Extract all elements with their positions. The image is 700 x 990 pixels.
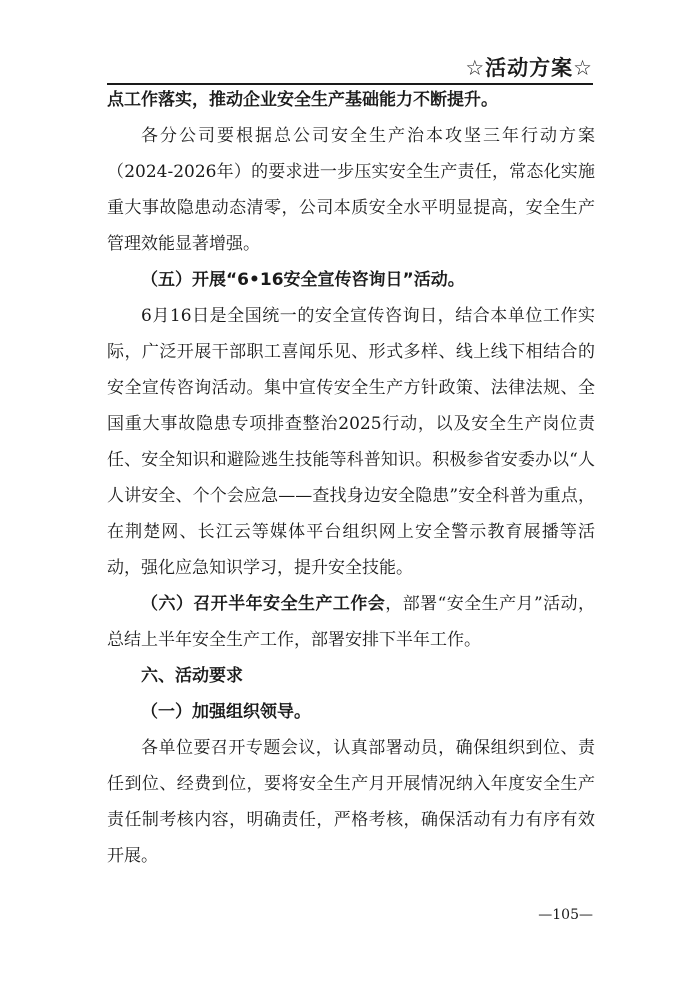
chapter-heading-requirements: 六、活动要求 [141, 666, 243, 686]
section-heading-six-sub: （六）召开半年安全生产工作会 [141, 594, 386, 614]
paragraph-branch-requirements: 各分公司要根据总公司安全生产治本攻坚三年行动方案（2024-2026年）的要求进一步压实安全生产责任，常态化实施重大事故隐患动态清零，公司本质安全水平明显提高，安全生产管理效能显著增强。 [107, 126, 595, 254]
paragraph-organization: 各单位要召开专题会议，认真部署动员，确保组织到位、责任到位、经费到位，要将安全生产月开展情况纳入年度安全生产责任制考核内容，明确责任，严格考核，确保活动有力有序有效开展。 [107, 738, 595, 866]
continued-paragraph: 点工作落实，推动企业安全生产基础能力不断提升。 [107, 90, 498, 110]
section-heading-organization: （一）加强组织领导。 [141, 702, 311, 722]
document-body [107, 82, 595, 874]
page-number: —105— [538, 907, 593, 923]
document-header: ☆活动方案☆ [465, 56, 593, 80]
paragraph-half-year-meeting [107, 586, 595, 658]
section-heading-five: （五）开展“6•16安全宣传咨询日”活动。 [141, 270, 465, 290]
paragraph-half-year-meeting-text: ，部署“安全生产月”活动，总结上半年安全生产工作，部署安排下半年工作。 [107, 594, 596, 650]
paragraph-safety-consultation-day: 6月16日是全国统一的安全宣传咨询日，结合本单位工作实际，广泛开展干部职工喜闻乐见、形式多样、线上线下相结合的安全宣传咨询活动。集中宣传安全生产方针政策、法律法规、全国重大事故隐患专项排查整治2025行动，以及安全生产岗位责任、安全知识和避险逃生技能等科普知识。积极参省安委办以“人人讲安全、个个会应急——查找身边安全隐患”安全科普为重点，在荆楚网、长江云等媒体平台组织网上安全警示教育展播等活动，强化应急知识学习，提升安全技能。 [107, 306, 595, 578]
